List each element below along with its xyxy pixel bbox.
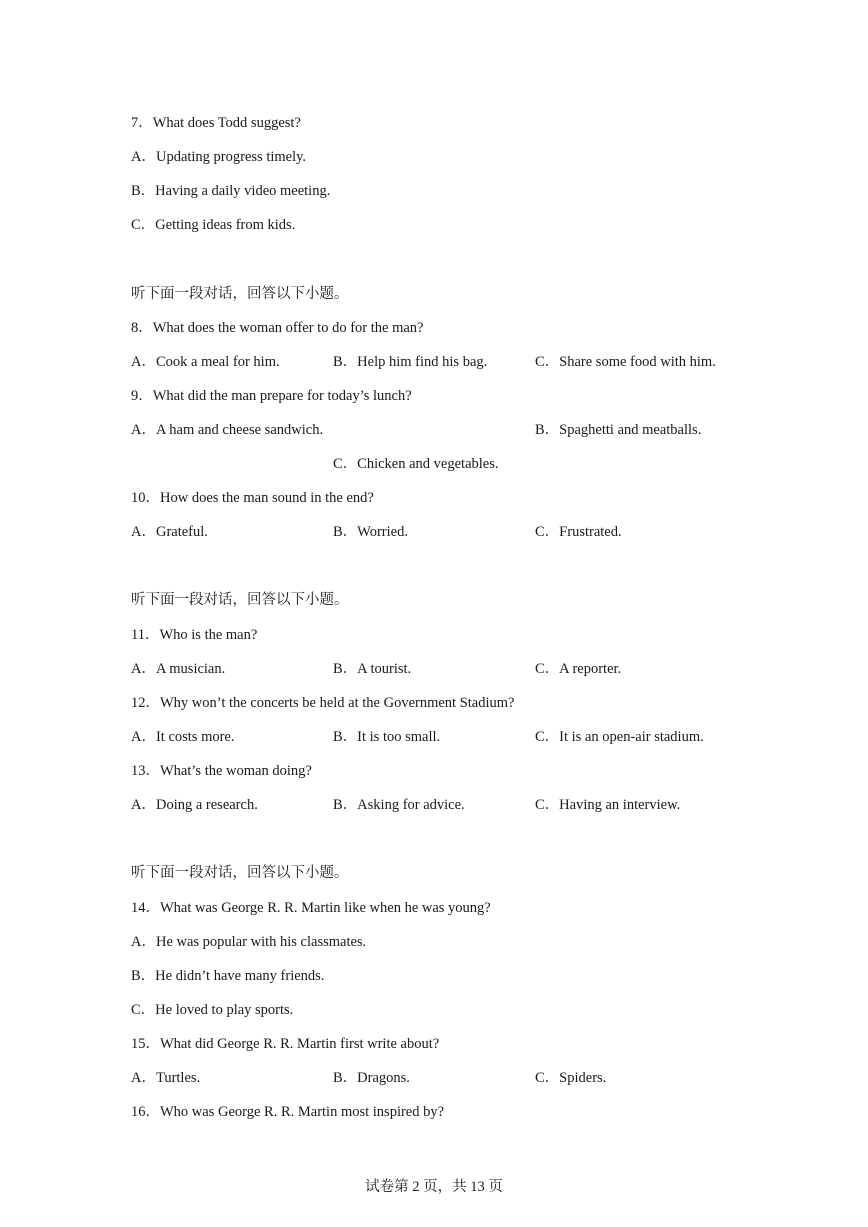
question-9-stem: 9．What did the man prepare for today’s lunch? bbox=[131, 388, 412, 404]
question-9-option-b: B．Spaghetti and meatballs. bbox=[535, 422, 702, 438]
question-13-option-b: B．Asking for advice. bbox=[333, 797, 465, 813]
section-instruction: 听下面一段对话，回答以下小题。 bbox=[131, 286, 349, 302]
question-12-option-a: A．It costs more. bbox=[131, 729, 235, 745]
question-15-stem: 15．What did George R. R. Martin first write about? bbox=[131, 1036, 440, 1052]
question-8-option-b: B．Help him find his bag. bbox=[333, 354, 488, 370]
question-13-option-a: A．Doing a research. bbox=[131, 797, 258, 813]
question-7-option-a: A．Updating progress timely. bbox=[131, 149, 307, 165]
question-11-stem: 11．Who is the man? bbox=[131, 627, 258, 643]
question-7-option-c: C．Getting ideas from kids. bbox=[131, 217, 296, 233]
page-footer: 试卷第 2 页，共 13 页 bbox=[365, 1179, 503, 1195]
section-instruction: 听下面一段对话，回答以下小题。 bbox=[131, 592, 349, 608]
question-10-stem: 10．How does the man sound in the end? bbox=[131, 490, 374, 506]
question-14-option-b: B．He didn’t have many friends. bbox=[131, 968, 325, 984]
question-12-stem: 12．Why won’t the concerts be held at the Government Stadium? bbox=[131, 695, 515, 711]
question-10-option-a: A．Grateful. bbox=[131, 524, 208, 540]
section-instruction: 听下面一段对话，回答以下小题。 bbox=[131, 865, 349, 881]
question-15-option-a: A．Turtles. bbox=[131, 1070, 201, 1086]
question-12-option-b: B．It is too small. bbox=[333, 729, 441, 745]
question-9-option-c: C．Chicken and vegetables. bbox=[333, 456, 499, 472]
question-15-option-c: C．Spiders. bbox=[535, 1070, 607, 1086]
question-12-option-c: C．It is an open-air stadium. bbox=[535, 729, 704, 745]
question-10-option-b: B．Worried. bbox=[333, 524, 408, 540]
question-14-stem: 14．What was George R. R. Martin like when he was young? bbox=[131, 900, 491, 916]
question-9-option-a: A．A ham and cheese sandwich. bbox=[131, 422, 324, 438]
question-8-stem: 8．What does the woman offer to do for the man? bbox=[131, 320, 424, 336]
question-11-option-b: B．A tourist. bbox=[333, 661, 412, 677]
question-11-option-c: C．A reporter. bbox=[535, 661, 622, 677]
question-16-stem: 16．Who was George R. R. Martin most inspired by? bbox=[131, 1104, 445, 1120]
question-14-option-c: C．He loved to play sports. bbox=[131, 1002, 294, 1018]
question-13-option-c: C．Having an interview. bbox=[535, 797, 681, 813]
question-11-option-a: A．A musician. bbox=[131, 661, 226, 677]
question-13-stem: 13．What’s the woman doing? bbox=[131, 763, 312, 779]
question-10-option-c: C．Frustrated. bbox=[535, 524, 622, 540]
question-7-stem: 7．What does Todd suggest? bbox=[131, 115, 301, 131]
question-8-option-c: C．Share some food with him. bbox=[535, 354, 716, 370]
question-7-option-b: B．Having a daily video meeting. bbox=[131, 183, 331, 199]
question-14-option-a: A．He was popular with his classmates. bbox=[131, 934, 367, 950]
question-15-option-b: B．Dragons. bbox=[333, 1070, 410, 1086]
question-8-option-a: A．Cook a meal for him. bbox=[131, 354, 280, 370]
